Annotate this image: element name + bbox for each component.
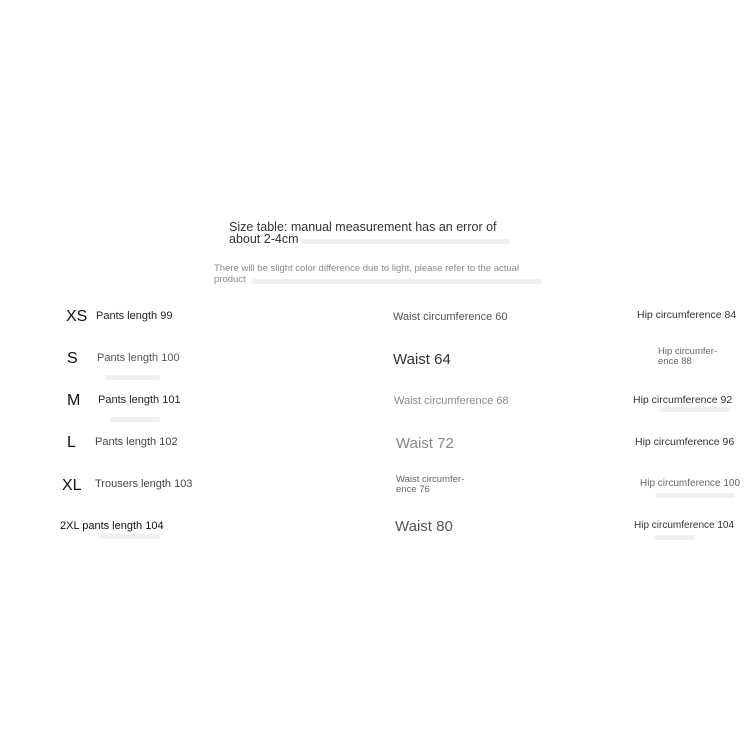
waist-xl-line-2: ence 76 [396,484,430,495]
waist-s: Waist 64 [393,351,451,368]
note-line-1: There will be slight color difference due to light, please refer to the actual [214,263,520,274]
trousers-length-xl: Trousers length 103 [95,478,193,490]
faint-text-remnant [100,534,160,539]
faint-text-remnant [655,535,695,540]
size-label-s: S [67,350,78,367]
faint-text-remnant [110,417,160,422]
faint-text-remnant [660,407,730,412]
title-line-1: Size table: manual measurement has an error of [229,220,497,234]
pants-length-m: Pants length 101 [98,394,181,406]
pants-length-s: Pants length 100 [97,352,180,364]
hip-l: Hip circumference 96 [635,436,735,448]
size-label-xl: XL [62,477,82,494]
hip-m: Hip circumference 92 [633,394,733,406]
faint-text-remnant [105,375,160,380]
size-and-length-2xl: 2XL pants length 104 [60,520,164,532]
hip-s-line-1: Hip circumfer- [658,346,718,357]
faint-text-remnant [655,493,735,498]
hip-xl: Hip circumference 100 [640,478,741,489]
pants-length-xs: Pants length 99 [96,310,173,322]
pants-length-l: Pants length 102 [95,436,178,448]
note-line-2: product [214,274,246,285]
size-label-xs: XS [66,308,88,325]
hip-s [658,347,738,367]
faint-text-remnant [252,279,542,284]
hip-2xl: Hip circumference 104 [634,520,735,531]
waist-m: Waist circumference 68 [394,395,509,407]
waist-xl-line-1: Waist circumfer- [396,474,465,485]
hip-xs: Hip circumference 84 [637,309,737,321]
size-label-m: M [67,392,81,409]
size-label-l: L [67,434,76,451]
waist-l: Waist 72 [396,435,454,452]
title-line-2: about 2-4cm [229,232,299,246]
waist-xl [396,475,496,495]
faint-text-remnant [300,239,510,244]
waist-xs: Waist circumference 60 [393,311,508,323]
hip-s-line-2: ence 88 [658,356,692,367]
waist-2xl: Waist 80 [395,518,453,535]
